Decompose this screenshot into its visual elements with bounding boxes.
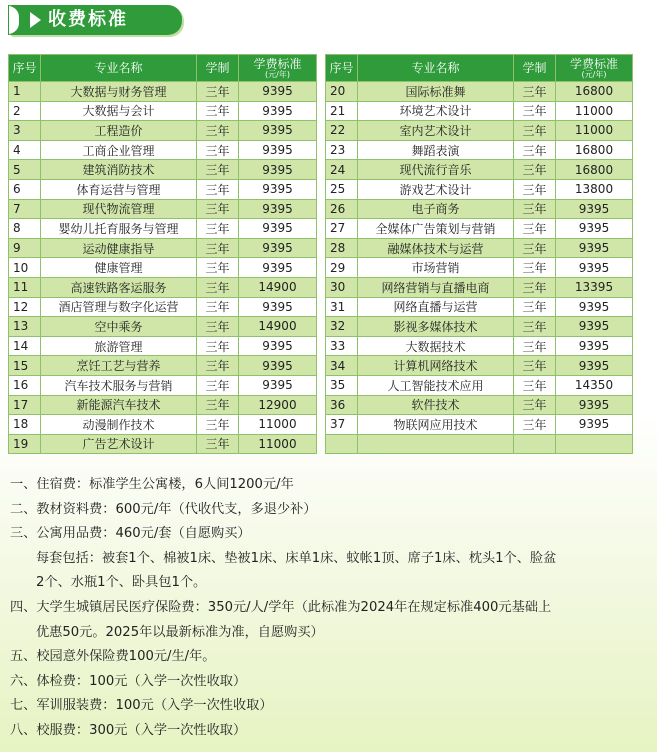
table-row (326, 317, 633, 337)
note-line: 2个、水瓶1个、卧具包1个。 (36, 575, 207, 591)
cell-fee: 9395 (556, 199, 633, 219)
col-header-fee-label: 学费标准 (253, 56, 302, 71)
cell-fee: 12900 (239, 395, 317, 415)
cell-duration: 三年 (197, 395, 239, 415)
cell-seq: 6 (9, 179, 41, 199)
cell-duration: 三年 (197, 317, 239, 337)
cell-fee: 9395 (556, 238, 633, 258)
cell-fee: 9395 (239, 82, 317, 102)
col-header-seq: 序号 (9, 55, 41, 82)
cell-major: 游戏艺术设计 (358, 179, 514, 199)
table-row (9, 140, 317, 160)
cell-seq: 31 (326, 297, 358, 317)
cell-fee: 9395 (239, 238, 317, 258)
cell-major: 室内艺术设计 (358, 121, 514, 141)
cell-seq: 24 (326, 160, 358, 180)
cell-fee: 9395 (239, 375, 317, 395)
cell-duration: 三年 (197, 121, 239, 141)
table-row (326, 258, 633, 278)
cell-major: 融媒体技术与运营 (358, 238, 514, 258)
col-header-major: 专业名称 (358, 55, 514, 82)
table-row (9, 160, 317, 180)
table-row (9, 375, 317, 395)
cell-major: 体育运营与管理 (41, 179, 197, 199)
cell-seq: 28 (326, 238, 358, 258)
table-row (9, 395, 317, 415)
cell-seq: 3 (9, 121, 41, 141)
cell-fee: 11000 (556, 121, 633, 141)
cell-duration: 三年 (197, 434, 239, 454)
cell-major: 新能源汽车技术 (41, 395, 197, 415)
cell-major: 建筑消防技术 (41, 160, 197, 180)
cell-fee: 9395 (239, 297, 317, 317)
cell-major: 酒店管理与数字化运营 (41, 297, 197, 317)
cell-duration: 三年 (197, 415, 239, 435)
cell-seq: 29 (326, 258, 358, 278)
cell-duration: 三年 (514, 375, 556, 395)
cell-fee: 13395 (556, 277, 633, 297)
cell-fee: 11000 (239, 415, 317, 435)
cell-fee: 16800 (556, 160, 633, 180)
note-line: 七、军训服装费：100元（入学一次性收取） (10, 698, 273, 714)
table-row (326, 179, 633, 199)
cell-major: 电子商务 (358, 199, 514, 219)
fee-table-left (8, 54, 317, 454)
note-line: 四、大学生城镇居民医疗保险费：350元/人/学年（此标准为2024年在规定标准400元基础上 (10, 599, 552, 615)
table-row (326, 297, 633, 317)
cell-fee: 9395 (556, 336, 633, 356)
cell-seq: 9 (9, 238, 41, 258)
col-header-fee-unit: (元/年) (265, 69, 290, 79)
cell-fee: 9395 (239, 199, 317, 219)
table-row (326, 199, 633, 219)
col-header-duration: 学制 (514, 55, 556, 82)
cell-major: 健康管理 (41, 258, 197, 278)
cell-duration: 三年 (514, 395, 556, 415)
cell-major: 工商企业管理 (41, 140, 197, 160)
table-row (9, 356, 317, 376)
table-row (9, 82, 317, 102)
cell-fee: 14350 (556, 375, 633, 395)
table-row (9, 199, 317, 219)
cell-fee: 16800 (556, 140, 633, 160)
cell-duration: 三年 (514, 179, 556, 199)
cell-major: 烹饪工艺与营养 (41, 356, 197, 376)
table-row (9, 219, 317, 239)
cell-major: 动漫制作技术 (41, 415, 197, 435)
note-line: 二、教材资料费：600元/年（代收代支，多退少补） (10, 501, 317, 517)
cell-fee: 9395 (556, 297, 633, 317)
cell-duration: 三年 (197, 277, 239, 297)
table-row (326, 219, 633, 239)
cell-major: 现代流行音乐 (358, 160, 514, 180)
cell-major: 工程造价 (41, 121, 197, 141)
cell-major: 高速铁路客运服务 (41, 277, 197, 297)
cell-seq: 30 (326, 277, 358, 297)
note-line: 六、体检费：100元（入学一次性收取） (10, 673, 247, 689)
cell-major: 婴幼儿托育服务与管理 (41, 219, 197, 239)
cell-fee: 9395 (239, 258, 317, 278)
cell-seq: 21 (326, 101, 358, 121)
cell-seq: 17 (9, 395, 41, 415)
cell-fee: 9395 (556, 395, 633, 415)
cell-major: 市场营销 (358, 258, 514, 278)
table-row (326, 277, 633, 297)
cell-seq: 27 (326, 219, 358, 239)
cell-major: 大数据与财务管理 (41, 82, 197, 102)
cell-duration: 三年 (197, 238, 239, 258)
cell-fee: 9395 (239, 121, 317, 141)
cell-seq: 15 (9, 356, 41, 376)
table-row (9, 121, 317, 141)
cell-major: 大数据技术 (358, 336, 514, 356)
cell-seq: 8 (9, 219, 41, 239)
cell-seq: 18 (9, 415, 41, 435)
table-row (9, 258, 317, 278)
cell-duration: 三年 (197, 140, 239, 160)
cell-duration: 三年 (197, 375, 239, 395)
cell-fee: 9395 (556, 258, 633, 278)
cell-major: 网络直播与运营 (358, 297, 514, 317)
section-header (8, 5, 188, 35)
col-header-duration: 学制 (197, 55, 239, 82)
cell-major: 现代物流管理 (41, 199, 197, 219)
cell-seq: 35 (326, 375, 358, 395)
cell-major: 环境艺术设计 (358, 101, 514, 121)
cell-duration: 三年 (514, 277, 556, 297)
cell-duration: 三年 (197, 219, 239, 239)
cell-fee: 14900 (239, 277, 317, 297)
cell-seq: 7 (9, 199, 41, 219)
table-row (9, 277, 317, 297)
col-header-fee-unit: (元/年) (581, 69, 607, 79)
table-row (9, 336, 317, 356)
cell-major: 旅游管理 (41, 336, 197, 356)
cell-major: 软件技术 (358, 395, 514, 415)
cell-duration: 三年 (197, 199, 239, 219)
cell-seq: 16 (9, 375, 41, 395)
table-row (326, 336, 633, 356)
cell-duration: 三年 (514, 356, 556, 376)
cell-seq: 11 (9, 277, 41, 297)
table-row (326, 82, 633, 102)
note-line: 优惠50元。2025年以最新标准为准，自愿购买） (36, 624, 324, 640)
cell-fee: 13800 (556, 179, 633, 199)
col-header-seq: 序号 (326, 55, 358, 82)
cell-duration (514, 434, 556, 454)
cell-duration: 三年 (197, 160, 239, 180)
cell-seq: 10 (9, 258, 41, 278)
cell-fee: 9395 (239, 179, 317, 199)
cell-duration: 三年 (514, 258, 556, 278)
cell-major: 物联网应用技术 (358, 415, 514, 435)
cell-fee: 16800 (556, 82, 633, 102)
page-title: 收费标准 (48, 9, 128, 30)
cell-major: 汽车技术服务与营销 (41, 375, 197, 395)
table-row (326, 101, 633, 121)
table-row (9, 297, 317, 317)
table-row (326, 395, 633, 415)
cell-fee: 14900 (239, 317, 317, 337)
cell-seq: 1 (9, 82, 41, 102)
cell-duration: 三年 (514, 140, 556, 160)
cell-seq: 33 (326, 336, 358, 356)
note-line: 一、住宿费：标准学生公寓楼，6人间1200元/年 (10, 477, 294, 492)
cell-duration: 三年 (197, 179, 239, 199)
cell-seq: 26 (326, 199, 358, 219)
cell-duration: 三年 (514, 238, 556, 258)
note-line: 五、校园意外保险费100元/生/年。 (10, 649, 216, 665)
table-row (9, 179, 317, 199)
cell-duration: 三年 (514, 160, 556, 180)
cell-duration: 三年 (197, 356, 239, 376)
cell-duration: 三年 (514, 82, 556, 102)
cell-fee: 9395 (239, 160, 317, 180)
cell-seq: 23 (326, 140, 358, 160)
note-line: 三、公寓用品费：460元/套（自愿购买） (10, 526, 251, 542)
cell-fee: 9395 (556, 219, 633, 239)
note-line: 八、校服费：300元（入学一次性收取） (10, 722, 247, 738)
table-row (9, 238, 317, 258)
cell-major: 广告艺术设计 (41, 434, 197, 454)
cell-duration: 三年 (514, 336, 556, 356)
cell-major: 人工智能技术应用 (358, 375, 514, 395)
cell-fee: 9395 (556, 415, 633, 435)
cell-seq: 20 (326, 82, 358, 102)
cell-fee: 9395 (556, 356, 633, 376)
cell-duration: 三年 (514, 317, 556, 337)
cell-seq: 12 (9, 297, 41, 317)
cell-seq: 19 (9, 434, 41, 454)
col-header-major: 专业名称 (41, 55, 197, 82)
col-header-fee (556, 55, 633, 82)
cell-major: 全媒体广告策划与营销 (358, 219, 514, 239)
fee-table-right (325, 54, 633, 454)
cell-major: 计算机网络技术 (358, 356, 514, 376)
table-row (9, 415, 317, 435)
cell-major: 运动健康指导 (41, 238, 197, 258)
cell-major: 空中乘务 (41, 317, 197, 337)
cell-fee: 9395 (239, 140, 317, 160)
col-header-fee (239, 55, 317, 82)
cell-seq: 22 (326, 121, 358, 141)
cell-fee: 9395 (556, 317, 633, 337)
cell-duration: 三年 (197, 336, 239, 356)
cell-seq: 5 (9, 160, 41, 180)
cell-fee: 9395 (239, 101, 317, 121)
cell-seq: 14 (9, 336, 41, 356)
cell-seq (326, 434, 358, 454)
cell-seq: 36 (326, 395, 358, 415)
cell-major (358, 434, 514, 454)
table-row (9, 317, 317, 337)
fee-notes (10, 473, 650, 744)
cell-duration: 三年 (514, 415, 556, 435)
cell-fee: 11000 (556, 101, 633, 121)
table-row (326, 434, 633, 454)
cell-major: 舞蹈表演 (358, 140, 514, 160)
cell-seq: 34 (326, 356, 358, 376)
col-header-fee-label: 学费标准 (569, 56, 618, 71)
cell-seq: 4 (9, 140, 41, 160)
play-arrow-icon (30, 12, 41, 28)
cell-seq: 2 (9, 101, 41, 121)
cell-fee (556, 434, 633, 454)
table-row (326, 238, 633, 258)
cell-major: 国际标准舞 (358, 82, 514, 102)
cell-duration: 三年 (197, 101, 239, 121)
cell-duration: 三年 (197, 82, 239, 102)
cell-fee: 9395 (239, 356, 317, 376)
note-line: 每套包括：被套1个、棉被1床、垫被1床、床单1床、蚊帐1顶、席子1床、枕头1个、脸盆 (36, 550, 557, 566)
table-row (326, 160, 633, 180)
cell-duration: 三年 (197, 297, 239, 317)
cell-fee: 11000 (239, 434, 317, 454)
cell-seq: 37 (326, 415, 358, 435)
cell-seq: 13 (9, 317, 41, 337)
cell-duration: 三年 (514, 297, 556, 317)
cell-major: 大数据与会计 (41, 101, 197, 121)
table-row (326, 121, 633, 141)
cell-duration: 三年 (514, 199, 556, 219)
table-row (326, 375, 633, 395)
cell-duration: 三年 (514, 219, 556, 239)
cell-major: 网络营销与直播电商 (358, 277, 514, 297)
cell-major: 影视多媒体技术 (358, 317, 514, 337)
cell-seq: 25 (326, 179, 358, 199)
cell-duration: 三年 (514, 121, 556, 141)
cell-fee: 9395 (239, 219, 317, 239)
table-row (326, 415, 633, 435)
cell-seq: 32 (326, 317, 358, 337)
table-row (9, 101, 317, 121)
cell-fee: 9395 (239, 336, 317, 356)
table-row (326, 140, 633, 160)
table-row (9, 434, 317, 454)
cell-duration: 三年 (197, 258, 239, 278)
cell-duration: 三年 (514, 101, 556, 121)
table-row (326, 356, 633, 376)
